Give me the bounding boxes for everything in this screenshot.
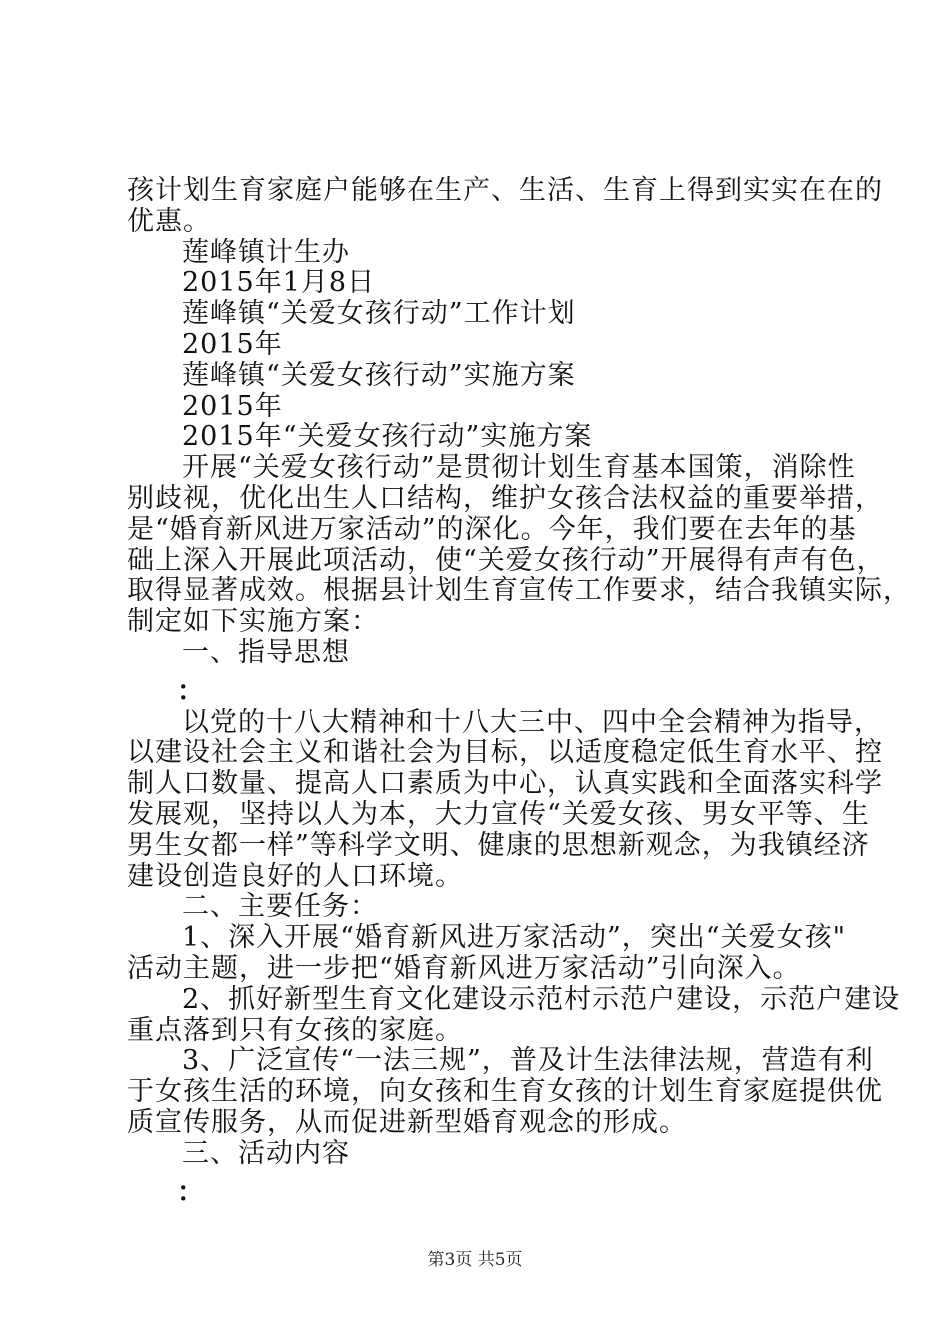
text-line: 2015年1月8日 [182,267,376,299]
text-line: 3、广泛宣传“一法三规”，普及计生法律法规，营造有利 [182,1045,874,1077]
text-line: 一、指导思想 [182,636,350,668]
text-line: 以党的十八大精神和十八大三中、四中全会精神为指导， [182,706,882,738]
text-line: 二、主要任务： [182,891,378,923]
text-line: ： [177,675,205,707]
text-line: 是“婚育新风进万家活动”的深化。今年，我们要在去年的基 [127,513,857,545]
text-line: 以建设社会主义和谐社会为目标，以适度稳定低生育水平、控 [127,737,883,769]
text-line: 孩计划生育家庭户能够在生产、生活、生育上得到实实在在的 [127,175,883,206]
text-line: 制定如下实施方案： [127,606,379,638]
text-line: 1、深入开展“婚育新风进万家活动”，突出“关爱女孩" [182,922,847,954]
text-line: 2、抓好新型生育文化建设示范村示范户建设，示范户建设 [182,983,901,1015]
document-body [127,175,911,1208]
text-line: 开展“关爱女孩行动”是贯彻计划生育基本国策，消除性 [182,452,856,484]
page-footer: 第3页 共5页 [427,1250,523,1270]
text-line: 取得显著成效。根据县计划生育宣传工作要求，结合我镇实际， [127,575,911,607]
text-line: 于女孩生活的环境，向女孩和生育女孩的计划生育家庭提供优 [127,1076,883,1108]
text-line: 质宣传服务，从而促进新型婚育观念的形成。 [127,1106,687,1138]
text-line: 莲峰镇“关爱女孩行动”实施方案 [182,359,576,391]
paragraph-spacer [127,1170,827,1178]
text-line: 2015年“关爱女孩行动”实施方案 [182,421,593,453]
text-line: 础上深入开展此项活动，使“关爱女孩行动”开展得有声有色， [127,544,885,576]
text-line: 重点落到只有女孩的家庭。 [127,1014,463,1046]
text-line: 制人口数量、提高人口素质为中心，认真实践和全面落实科学 [127,768,883,800]
text-line: 2015年 [182,328,283,360]
text-line: 2015年 [182,390,283,422]
text-line: 莲峰镇“关爱女孩行动”工作计划 [182,298,576,330]
text-line: 别歧视，优化出生人口结构，维护女孩合法权益的重要举措， [127,482,883,514]
text-line: 男生女都一样”等科学文明、健康的思想新观念，为我镇经济 [127,829,870,861]
text-line: 优惠。 [127,205,211,237]
text-line: ： [177,1176,205,1208]
text-line: 莲峰镇计生办 [182,236,350,268]
text-line: 建设创造良好的人口环境。 [127,860,463,892]
paragraph-spacer [127,669,827,677]
text-line: 活动主题，进一步把“婚育新风进万家活动”引向深入。 [127,952,801,984]
text-line: 发展观，坚持以人为本，大力宣传“关爱女孩、男女平等、生 [127,798,870,830]
text-line: 三、活动内容 [182,1137,350,1169]
